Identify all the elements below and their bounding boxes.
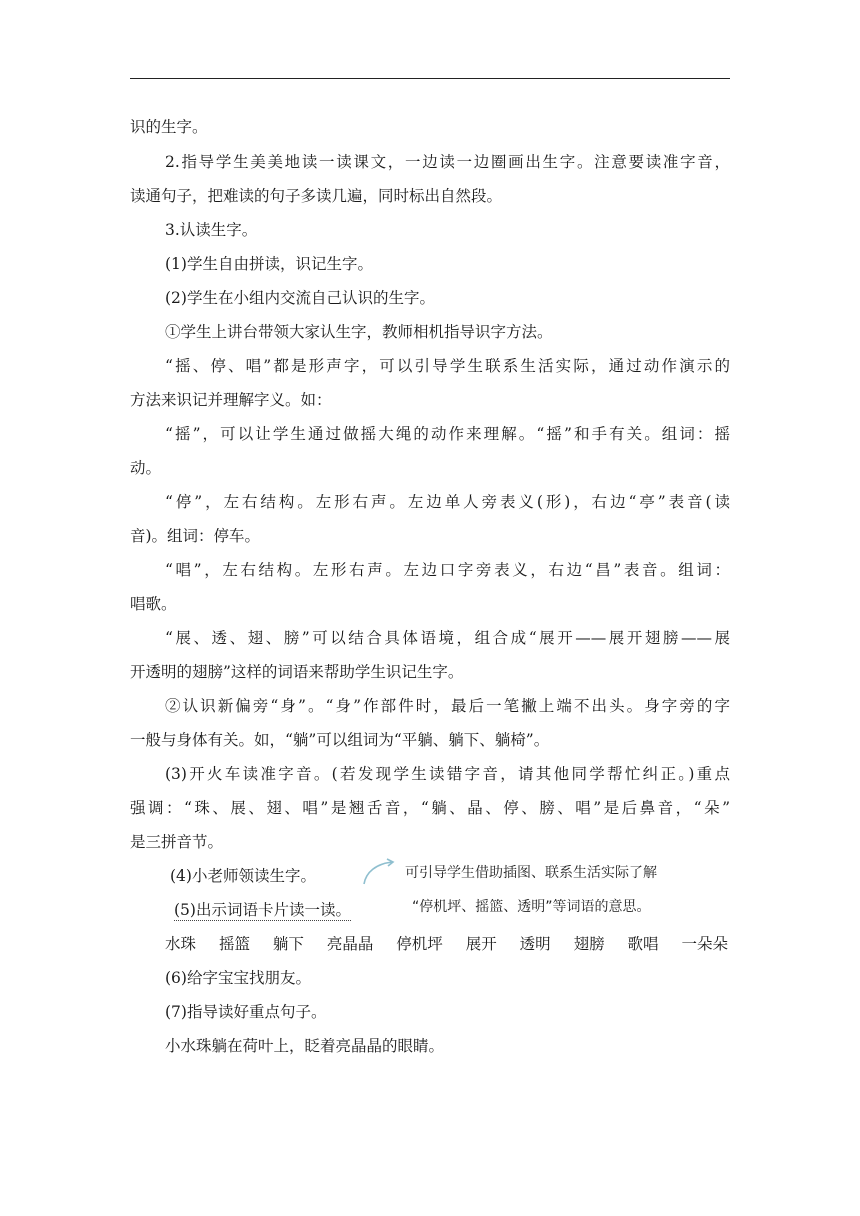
text-line: “唱”，左右结构。左形右声。左边口字旁表义，右边“昌”表音。组词： (165, 561, 730, 579)
header-rule (130, 78, 730, 79)
vocab-list (165, 933, 728, 955)
text-line: 识的生字。 (130, 118, 208, 136)
vocab-word: 翅膀 (573, 935, 605, 953)
text-line: 强调：“珠、展、翅、唱”是翘舌音，“躺、晶、停、膀、唱”是后鼻音，“朵” (130, 799, 730, 817)
vocab-word: 躺下 (272, 935, 304, 953)
vocab-word: 展开 (465, 935, 497, 953)
text-line: 3.认读生字。 (165, 221, 258, 239)
text-line: ①学生上讲台带领大家认生字，教师相机指导识字方法。 (165, 323, 553, 341)
vocab-word: 亮晶晶 (326, 935, 374, 953)
text-line: 唱歌。 (130, 595, 177, 613)
text-line: “停”，左右结构。左形右声。左边单人旁表义(形)，右边“亭”表音(读 (165, 493, 730, 511)
text-line: 开透明的翅膀”这样的词语来帮助学生识记生字。 (130, 663, 464, 681)
text-line: (4)小老师领读生字。 (170, 867, 316, 885)
text-line: 读通句子，把难读的句子多读几遍，同时标出自然段。 (130, 187, 503, 205)
vocab-word: 停机坪 (396, 935, 443, 953)
text-line: 一般与身体有关。如，“躺”可以组词为“平躺、躺下、躺椅”。 (130, 731, 550, 749)
text-line: (2)学生在小组内交流自己认识的生字。 (165, 289, 435, 307)
underlined-step: (5)出示词语卡片读一读。 (174, 901, 351, 919)
text-line: ②认识新偏旁“⾝”。“身”作部件时，最后一笔撇上端不出头。身字旁的字 (165, 697, 730, 715)
text-line (174, 899, 374, 921)
text-line: (1)学生自由拼读，识记生字。 (165, 255, 373, 273)
text-line: “摇、停、唱”都是形声字，可以引导学生联系生活实际，通过动作演示的 (165, 357, 730, 375)
text-line: (7)指导读好重点句子。 (165, 1003, 327, 1021)
vocab-word: 透明 (519, 935, 551, 953)
vocab-word: 摇篮 (218, 935, 250, 953)
annotation-line: “停机坪、摇篮、透明”等词语的意思。 (412, 899, 651, 915)
text-line: 动。 (130, 459, 162, 477)
text-line: “展、透、翅、膀”可以结合具体语境，组合成“展开——展开翅膀——展 (165, 629, 730, 647)
text-line: (6)给字宝宝找朋友。 (165, 969, 311, 987)
text-line: “摇”，可以让学生通过做摇大绳的动作来理解。“摇”和手有关。组词：摇 (165, 425, 730, 443)
annotation-arrow-icon (358, 858, 398, 888)
text-line: 小水珠躺在荷叶上，眨着亮晶晶的眼睛。 (165, 1037, 445, 1055)
vocab-word: 水珠 (165, 935, 197, 953)
text-line: 2.指导学生美美地读一读课文，一边读一边圈画出生字。注意要读准字音， (165, 153, 730, 171)
text-line: 方法来识记并理解字义。如： (130, 391, 332, 409)
text-line: 音)。组词：停车。 (130, 527, 261, 545)
vocab-word: 一朵朵 (681, 935, 728, 953)
text-line: (3)开火车读准字音。(若发现学生读错字音，请其他同学帮忙纠正。)重点 (165, 765, 730, 783)
annotation-line: 可引导学生借助插图、联系生活实际了解 (405, 865, 657, 881)
vocab-word: 歌唱 (627, 935, 659, 953)
text-line: 是三拼音节。 (130, 833, 224, 851)
